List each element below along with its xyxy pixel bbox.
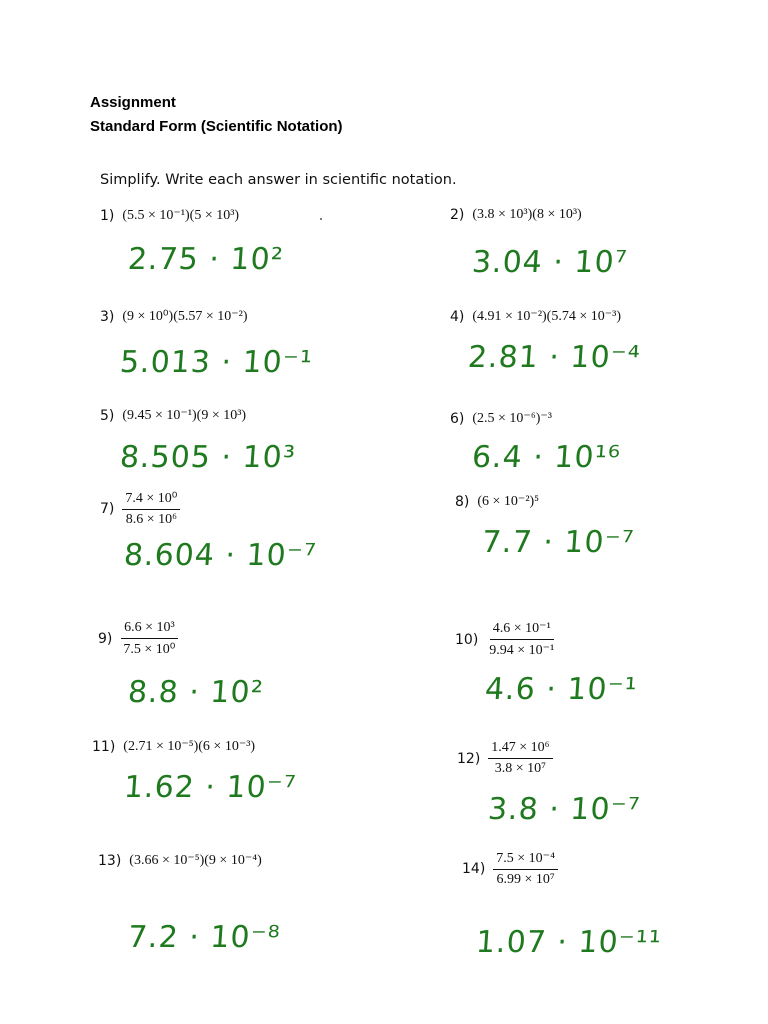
- handwritten-answer-11: 1.62 · 10⁻⁷: [122, 770, 298, 805]
- problem-14: [462, 850, 558, 888]
- problem-11: [92, 738, 255, 755]
- problem-number: 1): [100, 207, 115, 224]
- fraction-denominator: 9.94 × 10⁻¹: [489, 643, 555, 658]
- problem-number: 3): [100, 308, 115, 325]
- problem-number: 4): [450, 308, 465, 325]
- fraction-numerator: 7.4 × 10⁰: [122, 490, 180, 510]
- handwritten-answer-10: 4.6 · 10⁻¹: [483, 672, 639, 707]
- handwritten-answer-1: 2.75 · 10²: [126, 242, 285, 277]
- problem-expression: (2.71 × 10⁻⁵)(6 × 10⁻³): [123, 739, 256, 754]
- handwritten-answer-13: 7.2 · 10⁻⁸: [126, 920, 282, 955]
- handwritten-answer-6: 6.4 · 10¹⁶: [470, 440, 622, 475]
- problem-number: 8): [455, 493, 470, 510]
- problem-10: [455, 620, 557, 659]
- problem-expression: (6 × 10⁻²)⁵: [477, 494, 540, 509]
- problem-number: 14): [462, 861, 486, 877]
- handwritten-answer-5: 8.505 · 10³: [118, 440, 297, 475]
- problem-1: [100, 207, 239, 224]
- problem-13: [98, 852, 262, 869]
- problem-fraction: [486, 620, 557, 659]
- problem-fraction: [488, 740, 552, 777]
- problem-6: [450, 410, 552, 427]
- problem-number: 11): [92, 738, 116, 755]
- problem-5: [100, 407, 246, 424]
- fraction-denominator: 8.6 × 10⁶: [125, 512, 178, 527]
- problem-fraction: [120, 620, 178, 658]
- handwritten-answer-4: 2.81 · 10⁻⁴: [466, 340, 642, 375]
- stray-dot: [320, 218, 322, 220]
- handwritten-answer-9: 8.8 · 10²: [126, 675, 265, 710]
- fraction-numerator: 7.5 × 10⁻⁴: [493, 850, 558, 870]
- problem-fraction: [493, 850, 558, 888]
- assignment-title: Assignment: [90, 94, 176, 111]
- problem-number: 2): [450, 207, 465, 223]
- fraction-numerator: 6.6 × 10³: [121, 620, 178, 639]
- problem-expression: (5.5 × 10⁻¹)(5 × 10³): [122, 208, 240, 223]
- handwritten-answer-12: 3.8 · 10⁻⁷: [486, 792, 642, 827]
- problem-number: 6): [450, 410, 465, 427]
- problem-expression: (9 × 10⁰)(5.57 × 10⁻²): [122, 309, 248, 324]
- problem-expression: (9.45 × 10⁻¹)(9 × 10³): [122, 408, 247, 423]
- fraction-denominator: 3.8 × 10⁷: [494, 761, 547, 776]
- fraction-numerator: 4.6 × 10⁻¹: [490, 620, 554, 640]
- problem-number: 12): [457, 750, 481, 767]
- problem-3: [100, 308, 248, 325]
- problem-12: [457, 740, 553, 777]
- problem-expression: (4.91 × 10⁻²)(5.74 × 10⁻³): [472, 309, 621, 324]
- fraction-denominator: 6.99 × 10⁷: [496, 872, 555, 887]
- problem-expression: (3.66 × 10⁻⁵)(9 × 10⁻⁴): [129, 853, 262, 868]
- problem-number: 7): [100, 501, 115, 517]
- handwritten-answer-14: 1.07 · 10⁻¹¹: [474, 925, 663, 960]
- fraction-numerator: 1.47 × 10⁶: [488, 740, 552, 759]
- handwritten-answer-2: 3.04 · 10⁷: [470, 245, 629, 280]
- problem-expression: (3.8 × 10³)(8 × 10³): [472, 207, 582, 222]
- problem-2: [450, 207, 582, 223]
- problem-8: [455, 493, 539, 510]
- handwritten-answer-7: 8.604 · 10⁻⁷: [122, 538, 318, 573]
- problem-number: 10): [455, 631, 479, 648]
- fraction-denominator: 7.5 × 10⁰: [123, 642, 176, 657]
- problem-7: [100, 490, 180, 528]
- problem-fraction: [122, 490, 180, 528]
- problem-9: [98, 620, 178, 658]
- problem-number: 5): [100, 407, 115, 424]
- handwritten-answer-3: 5.013 · 10⁻¹: [118, 345, 314, 380]
- instructions: Simplify. Write each answer in scientific notation.: [100, 172, 457, 188]
- problem-4: [450, 308, 621, 325]
- problem-number: 9): [98, 631, 113, 647]
- handwritten-answer-8: 7.7 · 10⁻⁷: [480, 525, 636, 560]
- problem-number: 13): [98, 852, 122, 869]
- assignment-subtitle: Standard Form (Scientific Notation): [90, 118, 343, 135]
- problem-expression: (2.5 × 10⁻⁶)⁻³: [472, 411, 552, 426]
